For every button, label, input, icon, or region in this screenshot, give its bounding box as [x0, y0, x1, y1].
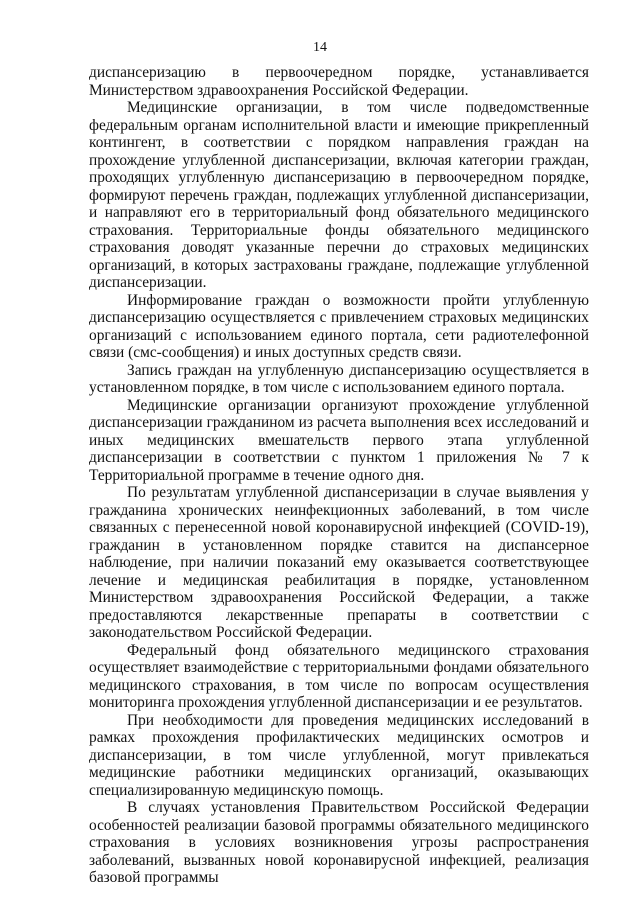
paragraph: В случаях установления Правительством Российской Федерации особенностей реализации базовой программы обязательного медицинского страхования в условиях возникновения угрозы распространения заболеваний, вызванных новой коронавирусной инфекцией, реализация базовой программы — [89, 799, 589, 886]
paragraph-continued: диспансеризацию в первоочередном порядке, устанавливается Министерством здравоохранения Российской Федерации. — [89, 64, 589, 99]
paragraph: Федеральный фонд обязательного медицинского страхования осуществляет взаимодействие с территориальными фондами обязательного медицинского страхования, в том числе по вопросам осуществления мониторинга прохождения углубленной диспансеризации и ее результатов. — [89, 641, 589, 711]
paragraph: Медицинские организации, в том числе подведомственные федеральным органам исполнительной власти и имеющие прикрепленный контингент, в соответствии с порядком направления граждан на прохождение углубленной диспансеризации, включая категории граждан, проходящих углубленную диспансеризацию в первоочередном порядке, формируют перечень граждан, подлежащих углубленной диспансеризации, и направляют его в территориальный фонд обязательного медицинского страхования. Территориальные фонды обязательного медицинского страхования доводят указанные перечни до страховых медицинских организаций, в которых застрахованы граждане, подлежащие углубленной диспансеризации. — [89, 99, 589, 291]
document-body — [89, 64, 589, 887]
paragraph: Запись граждан на углубленную диспансеризацию осуществляется в установленном порядке, в том числе с использованием единого портала. — [89, 361, 589, 396]
paragraph: Медицинские организации организуют прохождение углубленной диспансеризации гражданином из расчета выполнения всех исследований и иных медицинских вмешательств первого этапа углубленной диспансеризации в соответствии с пунктом 1 приложения № 7 к Территориальной программе в течение одного дня. — [89, 396, 589, 484]
page-number: 14 — [313, 40, 327, 55]
paragraph: По результатам углубленной диспансеризации в случае выявления у гражданина хронических неинфекционных заболеваний, в том числе связанных с перенесенной новой коронавирусной инфекцией (COVID-19), гражданин в установленном порядке ставится на диспансерное наблюдение, при наличии показаний ему оказывается соответствующее лечение и медицинская реабилитация в порядке, установленном Министерством здравоохранения Российской Федерации, а также предоставляются лекарственные препараты в соответствии с законодательством Российской Федерации. — [89, 484, 589, 641]
paragraph: Информирование граждан о возможности пройти углубленную диспансеризацию осуществляется с привлечением страховых медицинских организаций с использованием единого портала, сети радиотелефонной связи (смс-сообщения) и иных доступных средств связи. — [89, 291, 589, 361]
paragraph: При необходимости для проведения медицинских исследований в рамках прохождения профилактических медицинских осмотров и диспансеризации, в том числе углубленной, могут привлекаться медицинские работники медицинских организаций, оказывающих специализированную медицинскую помощь. — [89, 711, 589, 799]
